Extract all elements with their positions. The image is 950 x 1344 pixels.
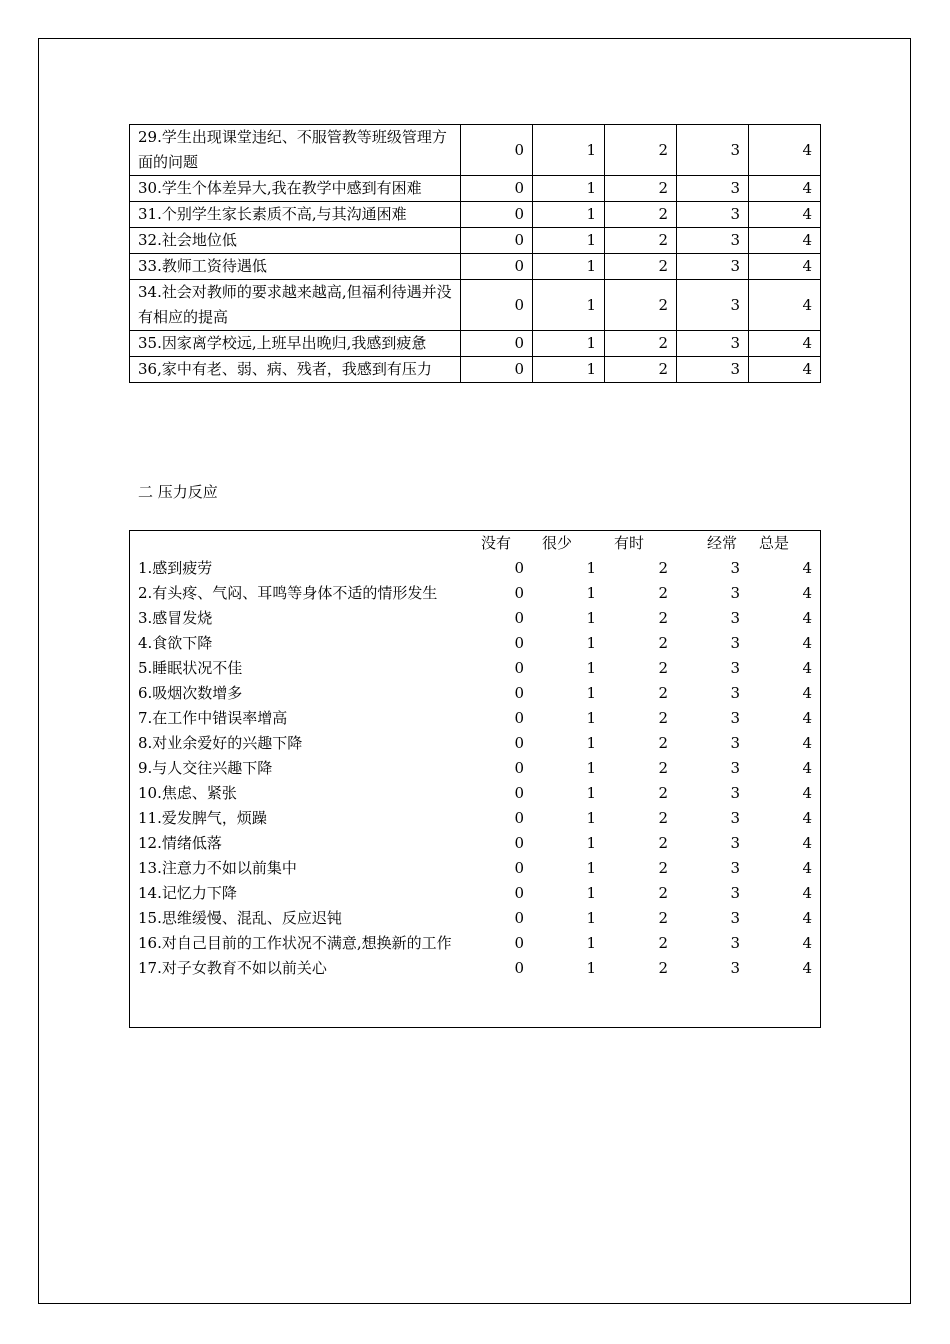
table-row: [130, 956, 820, 981]
rating-value: 2: [605, 202, 677, 228]
rating-value: 1: [533, 331, 605, 357]
stress-response-table-frame: [129, 530, 821, 1028]
rating-value: 3: [730, 559, 740, 577]
rating-value: 2: [658, 759, 668, 777]
rating-value: 3: [677, 280, 749, 331]
rating-value: 0: [514, 759, 524, 777]
question-text: 31.个别学生家长素质不高,与其沟通困难: [130, 202, 461, 228]
table-row: [130, 606, 820, 631]
rating-value: 2: [658, 909, 668, 927]
rating-value: 4: [749, 202, 821, 228]
rating-value: 1: [533, 280, 605, 331]
rating-value: 0: [514, 909, 524, 927]
question-text: 14.记忆力下降: [138, 884, 237, 902]
rating-value: 0: [461, 254, 533, 280]
question-text: 9.与人交往兴趣下降: [138, 759, 273, 777]
rating-value: 2: [658, 934, 668, 952]
question-text: 15.思维缓慢、混乱、反应迟钝: [138, 909, 342, 927]
rating-value: 2: [658, 709, 668, 727]
rating-value: 4: [802, 784, 812, 802]
rating-value: 3: [730, 809, 740, 827]
table-row: [130, 331, 821, 357]
rating-value: 4: [802, 909, 812, 927]
rating-value: 4: [802, 934, 812, 952]
stress-source-table: [129, 124, 821, 383]
rating-value: 1: [586, 959, 596, 977]
rating-value: 3: [730, 584, 740, 602]
stress-response-table: [130, 556, 820, 981]
rating-value: 2: [605, 176, 677, 202]
rating-value: 0: [514, 609, 524, 627]
rating-value: 3: [730, 934, 740, 952]
rating-value: 0: [514, 559, 524, 577]
rating-value: 3: [677, 125, 749, 176]
rating-value: 2: [605, 228, 677, 254]
rating-value: 1: [586, 584, 596, 602]
question-text: 3.感冒发烧: [138, 609, 213, 627]
rating-value: 1: [586, 909, 596, 927]
rating-value: 2: [658, 959, 668, 977]
table-row: [130, 631, 820, 656]
rating-value: 3: [677, 254, 749, 280]
rating-value: 1: [586, 884, 596, 902]
rating-header-row: [130, 531, 820, 556]
table-row: [130, 357, 821, 383]
rating-value: 4: [802, 859, 812, 877]
rating-value: 0: [461, 228, 533, 254]
rating-value: 1: [586, 859, 596, 877]
rating-value: 1: [586, 934, 596, 952]
question-text: 33.教师工资待遇低: [130, 254, 461, 280]
rating-value: 3: [730, 734, 740, 752]
rating-value: 4: [802, 759, 812, 777]
rating-value: 2: [605, 357, 677, 383]
rating-value: 0: [461, 331, 533, 357]
rating-value: 4: [749, 228, 821, 254]
rating-value: 0: [461, 202, 533, 228]
rating-value: 1: [533, 254, 605, 280]
rating-value: 1: [586, 784, 596, 802]
rating-value: 1: [586, 759, 596, 777]
rating-value: 4: [802, 659, 812, 677]
table-row: [130, 906, 820, 931]
table-row: [130, 881, 820, 906]
rating-value: 0: [514, 809, 524, 827]
rating-value: 2: [658, 884, 668, 902]
rating-value: 1: [586, 609, 596, 627]
rating-value: 2: [605, 280, 677, 331]
question-text: 35.因家离学校远,上班早出晚归,我感到疲惫: [130, 331, 461, 357]
rating-value: 4: [802, 734, 812, 752]
rating-value: 3: [730, 709, 740, 727]
rating-value: 0: [461, 357, 533, 383]
question-text: 36,家中有老、弱、病、残者，我感到有压力: [130, 357, 461, 383]
rating-value: 3: [677, 228, 749, 254]
rating-value: 0: [461, 125, 533, 176]
question-text: 13.注意力不如以前集中: [138, 859, 297, 877]
rating-value: 0: [514, 634, 524, 652]
rating-value: 4: [802, 584, 812, 602]
rating-value: 2: [658, 584, 668, 602]
table-row: [130, 254, 821, 280]
table-row: [130, 806, 820, 831]
question-text: 17.对子女教育不如以前关心: [138, 959, 327, 977]
table-row: [130, 706, 820, 731]
rating-value: 2: [605, 331, 677, 357]
rating-value: 1: [586, 709, 596, 727]
rating-value: 2: [658, 809, 668, 827]
rating-value: 0: [514, 684, 524, 702]
question-text: 34.社会对教师的要求越来越高,但福利待遇并没有相应的提高: [130, 280, 461, 331]
table-row: [130, 756, 820, 781]
table-row: [130, 125, 821, 176]
rating-value: 3: [730, 909, 740, 927]
rating-value: 4: [802, 559, 812, 577]
rating-value: 1: [586, 659, 596, 677]
rating-value: 4: [749, 331, 821, 357]
question-text: 30.学生个体差异大,我在教学中感到有困难: [130, 176, 461, 202]
rating-value: 4: [749, 254, 821, 280]
rating-value: 1: [533, 176, 605, 202]
rating-value: 0: [461, 176, 533, 202]
table-row: [130, 831, 820, 856]
rating-value: 1: [533, 228, 605, 254]
rating-value: 3: [730, 859, 740, 877]
question-text: 7.在工作中错误率增高: [138, 709, 288, 727]
rating-value: 1: [586, 834, 596, 852]
rating-value: 3: [730, 884, 740, 902]
rating-value: 0: [514, 734, 524, 752]
rating-value: 2: [605, 125, 677, 176]
rating-value: 0: [514, 884, 524, 902]
rating-value: 0: [461, 280, 533, 331]
rating-value: 4: [749, 176, 821, 202]
rating-value: 4: [749, 357, 821, 383]
table-row: [130, 931, 820, 956]
rating-header-always: 总是: [759, 534, 790, 552]
rating-value: 1: [586, 734, 596, 752]
rating-value: 3: [730, 834, 740, 852]
rating-value: 2: [658, 659, 668, 677]
rating-value: 2: [605, 254, 677, 280]
rating-header-none: 没有: [481, 534, 512, 552]
table-row: [130, 656, 820, 681]
rating-value: 2: [658, 784, 668, 802]
rating-value: 2: [658, 834, 668, 852]
rating-value: 4: [802, 634, 812, 652]
rating-value: 0: [514, 834, 524, 852]
question-text: 32.社会地位低: [130, 228, 461, 254]
rating-value: 3: [730, 659, 740, 677]
rating-value: 3: [730, 784, 740, 802]
rating-header-sometimes: 有时: [614, 534, 645, 552]
table-row: [130, 856, 820, 881]
question-text: 8.对业余爱好的兴趣下降: [138, 734, 303, 752]
rating-value: 4: [749, 125, 821, 176]
table-row: [130, 581, 820, 606]
rating-value: 3: [730, 759, 740, 777]
rating-value: 0: [514, 859, 524, 877]
question-text: 29.学生出现课堂违纪、不服管教等班级管理方面的问题: [130, 125, 461, 176]
rating-value: 0: [514, 959, 524, 977]
rating-value: 2: [658, 559, 668, 577]
rating-value: 1: [533, 357, 605, 383]
table-row: [130, 202, 821, 228]
rating-value: 3: [677, 202, 749, 228]
rating-value: 1: [586, 634, 596, 652]
rating-value: 4: [802, 609, 812, 627]
rating-value: 3: [677, 357, 749, 383]
table-row: [130, 731, 820, 756]
rating-value: 0: [514, 709, 524, 727]
rating-value: 2: [658, 634, 668, 652]
rating-value: 4: [749, 280, 821, 331]
rating-value: 2: [658, 734, 668, 752]
rating-value: 2: [658, 684, 668, 702]
question-text: 5.睡眠状况不佳: [138, 659, 243, 677]
rating-value: 3: [730, 684, 740, 702]
rating-value: 3: [730, 634, 740, 652]
rating-value: 1: [586, 809, 596, 827]
rating-value: 4: [802, 834, 812, 852]
rating-header-rarely: 很少: [542, 534, 573, 552]
rating-value: 0: [514, 784, 524, 802]
table-row: [130, 176, 821, 202]
rating-value: 0: [514, 659, 524, 677]
question-text: 1.感到疲劳: [138, 559, 213, 577]
question-text: 16.对自己目前的工作状况不满意,想换新的工作: [138, 934, 452, 952]
rating-value: 4: [802, 809, 812, 827]
table-row: [130, 681, 820, 706]
rating-value: 1: [586, 559, 596, 577]
rating-value: 3: [730, 609, 740, 627]
table-row: [130, 228, 821, 254]
table-row: [130, 781, 820, 806]
rating-value: 2: [658, 859, 668, 877]
table-row: [130, 280, 821, 331]
rating-value: 4: [802, 959, 812, 977]
rating-value: 2: [658, 609, 668, 627]
rating-value: 4: [802, 884, 812, 902]
rating-value: 4: [802, 684, 812, 702]
rating-value: 4: [802, 709, 812, 727]
question-text: 11.爱发脾气，烦躁: [138, 809, 267, 827]
rating-value: 0: [514, 934, 524, 952]
rating-value: 3: [677, 331, 749, 357]
question-text: 10.焦虑、紧张: [138, 784, 237, 802]
rating-header-often: 经常: [707, 534, 738, 552]
question-text: 6.吸烟次数增多: [138, 684, 243, 702]
section-title: 二 压力反应: [138, 483, 218, 501]
question-text: 12.情绪低落: [138, 834, 222, 852]
rating-value: 0: [514, 584, 524, 602]
question-text: 2.有头疼、气闷、耳鸣等身体不适的情形发生: [138, 584, 438, 602]
question-text: 4.食欲下降: [138, 634, 213, 652]
table-row: [130, 556, 820, 581]
rating-value: 1: [533, 125, 605, 176]
rating-value: 3: [677, 176, 749, 202]
rating-value: 1: [533, 202, 605, 228]
rating-value: 1: [586, 684, 596, 702]
rating-value: 3: [730, 959, 740, 977]
